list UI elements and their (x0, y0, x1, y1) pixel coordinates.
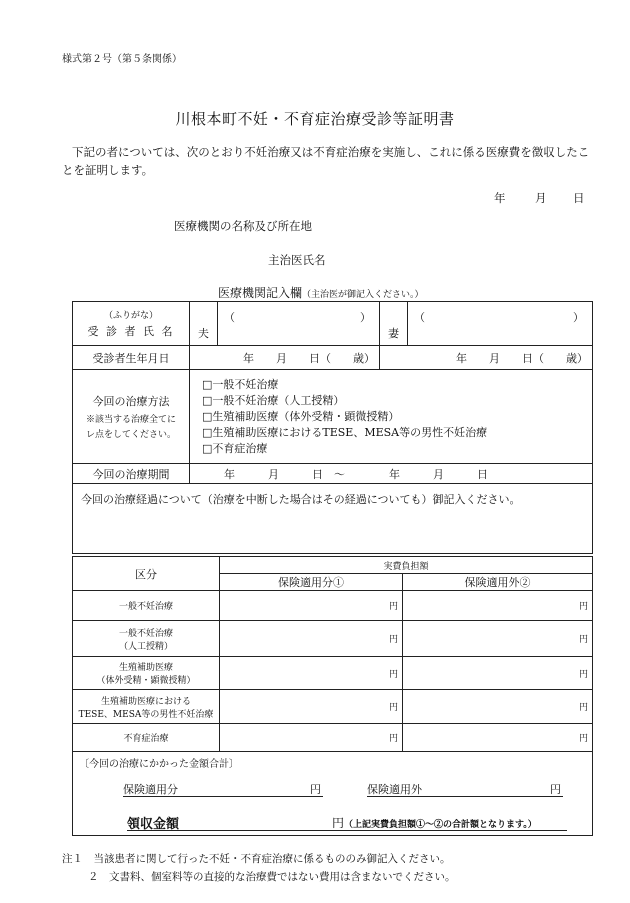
intro-text-line1: 下記の者については、次のとおり不妊治療又は不育症治療を実施し、これに係る医療費を徴収したこ (72, 145, 590, 159)
husband-label: 夫 (190, 302, 218, 346)
uninsured-header: 保険適用外② (403, 574, 593, 591)
received-amount-note: （上記実費負担額①～②の合計額となります。） (344, 820, 537, 830)
section-header (218, 284, 424, 301)
received-yen-mark: 円 (332, 816, 345, 830)
treatment-option-checkbox[interactable]: □生殖補助医療（体外受精・顕微授精） (202, 409, 400, 423)
wife-name-field[interactable] (408, 302, 593, 346)
uninsured-total-field[interactable] (367, 781, 563, 797)
cost-row-label-line2: （体外受精・顕微授精） (96, 676, 196, 686)
husband-paren-open: （ (224, 311, 235, 324)
medical-info-table (72, 301, 593, 554)
insured-amount-field[interactable]: 円 (220, 724, 403, 752)
institution-label: 医療機関の名称及び所在地 (174, 219, 312, 233)
treatment-option-checkbox[interactable]: □生殖補助医療におけるTESE、MESA等の男性不妊治療 (202, 425, 488, 439)
treatment-progress-field[interactable] (73, 484, 593, 554)
doctor-label: 主治医氏名 (268, 253, 326, 267)
received-amount-label: 領収金額 (127, 817, 180, 832)
date-month: 月 (535, 191, 547, 205)
received-amount-field[interactable] (127, 813, 567, 831)
insured-amount-field[interactable]: 円 (220, 690, 403, 724)
intro-text-line2: とを証明します。 (62, 163, 154, 177)
insured-total-field[interactable] (123, 781, 323, 797)
wife-label: 妻 (380, 302, 408, 346)
insured-amount-field[interactable]: 円 (220, 621, 403, 657)
wife-paren-open: （ (414, 311, 425, 324)
form-number: 様式第２号（第５条関係） (62, 54, 182, 65)
cost-row-label-line2: （人工授精） (118, 641, 173, 652)
uninsured-amount-field[interactable]: 円 (403, 724, 593, 752)
treatment-option-checkbox[interactable]: □不育症治療 (202, 441, 268, 455)
wife-dob-field[interactable]: 年 月 日（ 歳） (380, 346, 593, 370)
date-year: 年 (494, 191, 506, 205)
cost-row-label-line1: 一般不妊治療 (118, 628, 173, 639)
cost-row-label-line1: 生殖補助医療における (100, 696, 191, 707)
insured-amount-field[interactable]: 円 (220, 591, 403, 621)
cost-row-label (73, 690, 220, 724)
actual-cost-header: 実費負担額 (220, 557, 593, 574)
husband-dob-field[interactable]: 年 月 日（ 歳） (190, 346, 380, 370)
cost-row-label (73, 621, 220, 657)
cost-row-label-line1: 不育症治療 (123, 734, 169, 744)
uninsured-total-yen: 円 (550, 783, 561, 796)
note-2 (88, 869, 456, 884)
husband-paren-close: ） (360, 311, 371, 324)
section-header-note: （主治医が御記入ください。） (302, 290, 424, 300)
wife-paren-close: ） (573, 311, 584, 324)
patient-name-label: 受 診 者 氏 名 (87, 325, 175, 338)
total-heading: 〔今回の治療にかかった金額合計〕 (79, 759, 239, 770)
uninsured-total-label: 保険適用外 (367, 783, 422, 796)
cost-row-label (73, 591, 220, 621)
treatment-progress-label: 今回の治療経過について（治療を中断した場合はその経過についても）御記入ください。 (81, 493, 521, 506)
note-1-text: 当該患者に関して行った不妊・不育症治療に係るもののみ御記入ください。 (93, 853, 451, 865)
cost-row-label-line1: 生殖補助医療 (118, 663, 173, 673)
total-section (73, 752, 593, 836)
note-2-number: ２ (88, 871, 99, 883)
uninsured-amount-field[interactable]: 円 (403, 621, 593, 657)
note-1-number: 注１ (62, 853, 83, 865)
cost-row-label-line1: 一般不妊治療 (118, 602, 173, 612)
uninsured-amount-field[interactable]: 円 (403, 690, 593, 724)
treatment-method-label: 今回の治療方法 (92, 395, 170, 408)
insured-amount-field[interactable]: 円 (220, 657, 403, 690)
category-header: 区分 (73, 557, 220, 591)
treatment-method-label-cell (73, 370, 190, 464)
note-1 (62, 851, 451, 866)
husband-name-field[interactable] (218, 302, 380, 346)
patient-name-label-cell (73, 302, 190, 346)
insured-total-label: 保険適用分 (123, 783, 178, 796)
cost-row-label (73, 657, 220, 690)
treatment-method-note-2: レ点をしてください。 (85, 430, 176, 440)
uninsured-amount-field[interactable]: 円 (403, 591, 593, 621)
cost-table (72, 556, 593, 836)
date-day: 日 (573, 191, 585, 205)
furigana-label: （ふりがな） (103, 311, 158, 321)
uninsured-amount-field[interactable]: 円 (403, 657, 593, 690)
received-yen (332, 814, 537, 831)
insured-header: 保険適用分① (220, 574, 403, 591)
cost-row-label-line2: TESE、MESA等の男性不妊治療 (78, 709, 214, 720)
treatment-method-options (190, 370, 593, 464)
treatment-option-checkbox[interactable]: □一般不妊治療（人工授精） (202, 393, 345, 407)
treatment-period-field[interactable]: 年 月 日 ～ 年 月 日 (190, 464, 593, 484)
section-header-label: 医療機関記入欄 (218, 286, 303, 300)
note-2-text: 文書料、個室料等の直接的な治療費ではない費用は含まないでください。 (109, 871, 456, 883)
page-title: 川根本町不妊・不育症治療受診等証明書 (175, 110, 455, 128)
cost-row-label (73, 724, 220, 752)
dob-label: 受診者生年月日 (73, 346, 190, 370)
treatment-option-checkbox[interactable]: □一般不妊治療 (202, 377, 279, 391)
treatment-method-note-1: ※該当する治療全てに (85, 415, 176, 425)
insured-total-yen: 円 (310, 783, 321, 796)
treatment-period-label: 今回の治療期間 (73, 464, 190, 484)
